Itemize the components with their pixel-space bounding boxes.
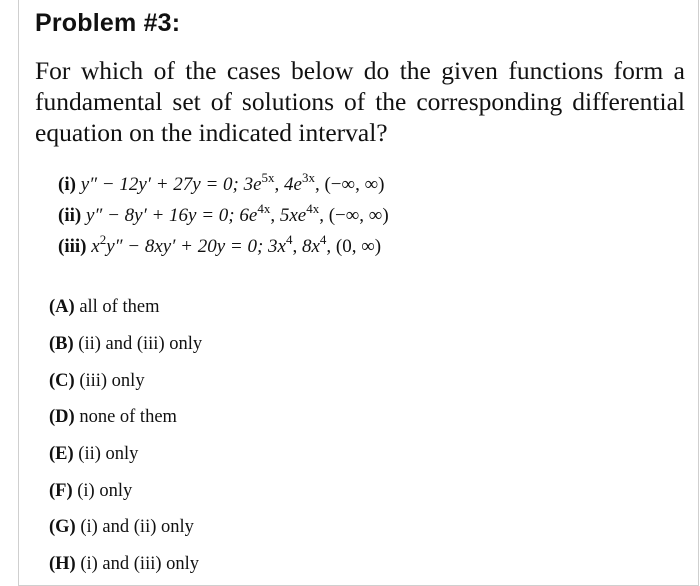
option-letter: (D) [49,407,75,427]
answer-option-f[interactable] [49,481,132,502]
function-2-exponent: 4 [319,232,327,247]
function-2-base: 5xe [279,205,307,226]
case-label: (i) [58,174,76,195]
option-text: all of them [79,297,160,317]
option-text: (iii) only [79,371,145,391]
case-equation: y″ − 8y′ + 16y = 0; [85,205,235,226]
option-text: (ii) and (iii) only [78,334,203,354]
case-interval: (0, ∞) [335,236,382,257]
case-label: (ii) [58,205,82,226]
prompt-line: equation on the indicated interval? [35,118,388,147]
option-letter: (A) [49,297,75,317]
equation-prefix: x [91,236,100,257]
case-interval: (−∞, ∞) [324,174,385,195]
option-letter: (B) [49,334,74,354]
case-equation: y″ − 12y′ + 27y = 0; [80,174,239,195]
option-letter: (F) [49,481,73,501]
case-i: (i) y″ − 12y′ + 27y = 0; $3e^{5x}$, $4e^{3x}$, (−∞, ∞) [58,170,385,195]
option-text: (i) and (ii) only [80,517,194,537]
function-2-exponent: 4x [306,201,320,216]
answer-option-d[interactable] [49,407,177,428]
problem-prompt [35,55,685,148]
option-letter: (E) [49,444,74,464]
case-label: (iii) [58,236,87,257]
function-1-exponent: 4 [285,232,293,247]
option-text: (i) and (iii) only [80,554,200,574]
function-1-exponent: 4x [257,201,271,216]
answer-option-g[interactable] [49,517,194,538]
function-1-base: 3e [243,174,262,195]
function-2-exponent: 3x [301,170,315,185]
prompt-line: For which of the cases below do the given functions form a [35,56,685,85]
option-text: (ii) only [78,444,139,464]
function-2-base: 4e [284,174,302,195]
answer-option-a[interactable] [49,297,159,318]
option-letter: (C) [49,371,75,391]
option-letter: (H) [49,554,76,574]
option-text: (i) only [77,481,133,501]
function-1-base: 3x [268,236,286,257]
answer-option-e[interactable] [49,444,138,465]
option-letter: (G) [49,517,76,537]
function-2-base: 8x [301,236,320,257]
function-1-base: 6e [239,205,258,226]
case-interval: (−∞, ∞) [328,205,389,226]
option-text: none of them [79,407,177,427]
answer-option-c[interactable] [49,371,145,392]
case-ii: (ii) y″ − 8y′ + 16y = 0; $6e^{4x}$, $5xe^{4x}$, (−∞, ∞) [58,201,389,226]
function-1-exponent: 5x [261,170,275,185]
equation-prefix-exponent: 2 [99,232,107,247]
problem-title: Problem #3: [35,9,181,37]
answer-option-b[interactable] [49,334,202,355]
case-equation: y″ − 8xy′ + 20y = 0; [106,236,264,257]
prompt-line: fundamental set of solutions of the corresponding differential [35,87,685,116]
case-iii: (iii) $x^2y'' - 8xy' + 20y = 0$; $3x^4$, $8x^4$, (0, ∞) [58,232,382,257]
answer-option-h[interactable] [49,554,199,575]
